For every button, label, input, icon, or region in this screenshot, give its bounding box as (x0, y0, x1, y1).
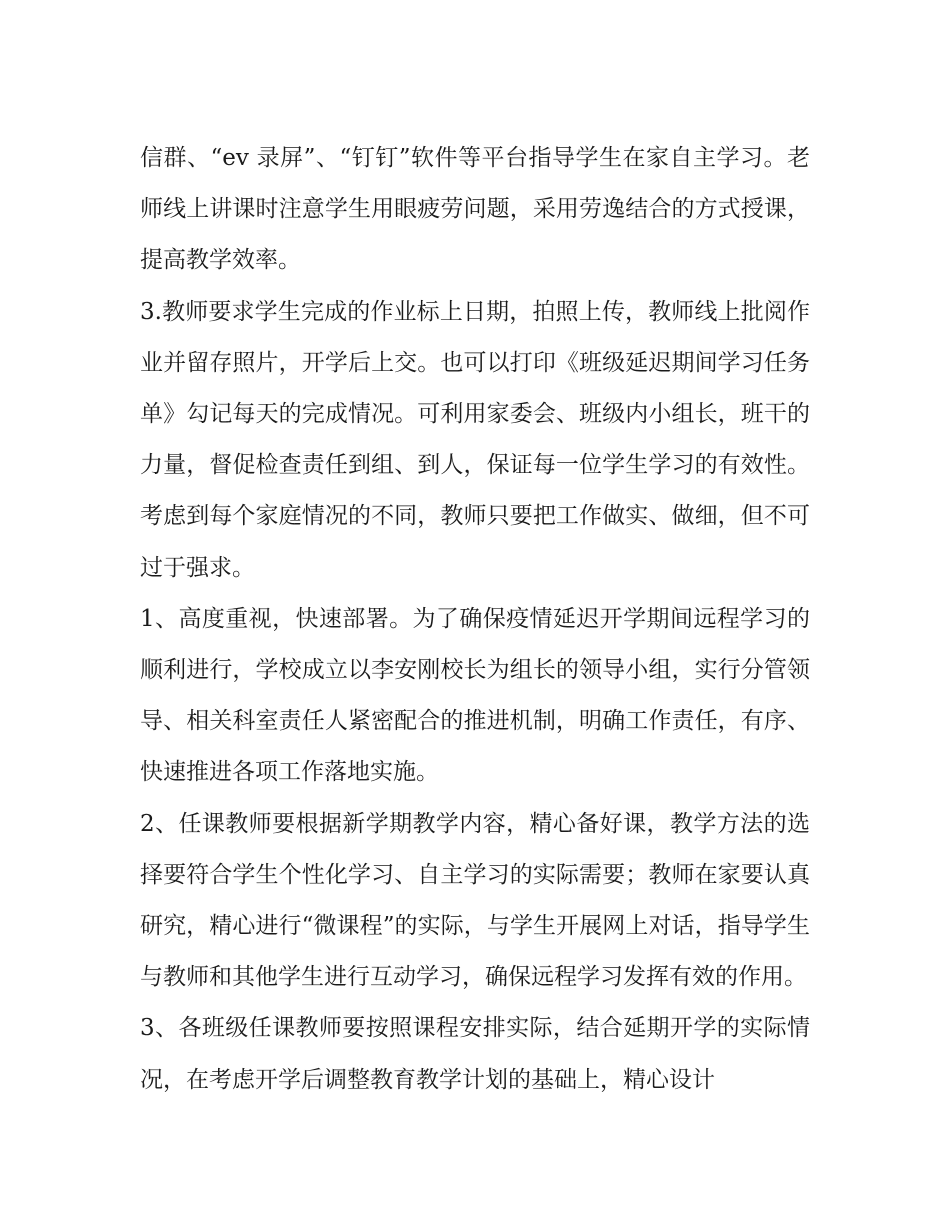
document-body (140, 133, 810, 1106)
paragraph-item-2-lesson-prep: 2、任课教师要根据新学期教学内容，精心备好课，教学方法的选择要符合学生个性化学习、自主学习的实际需要；教师在家要认真研究，精心进行“微课程”的实际，与学生开展网上对话，指导学生与教师和其他学生进行互动学习，确保远程学习发挥有效的作用。 (140, 810, 810, 991)
paragraph-continued-platforms: 信群、“ev 录屏”、“钉钉”软件等平台指导学生在家自主学习。老师线上讲课时注意学生用眼疲劳问题，采用劳逸结合的方式授课，提高教学效率。 (140, 145, 810, 274)
paragraph-item-3-course-plan: 3、各班级任课教师要按照课程安排实际，结合延期开学的实际情况，在考虑开学后调整教育教学计划的基础上，精心设计 (140, 1015, 810, 1093)
paragraph-homework-upload: 3.教师要求学生完成的作业标上日期，拍照上传，教师线上批阅作业并留存照片，开学后上交。也可以打印《班级延迟期间学习任务单》勾记每天的完成情况。可利用家委会、班级内小组长，班干的力量，督促检查责任到组、到人，保证每一位学生学习的有效性。考虑到每个家庭情况的不同，教师只要把工作做实、做细，但不可过于强求。 (140, 298, 810, 581)
paragraph-item-1-deployment: 1、高度重视，快速部署。为了确保疫情延迟开学期间远程学习的顺利进行，学校成立以李安刚校长为组长的领导小组，实行分管领导、相关科室责任人紧密配合的推进机制，明确工作责任，有序、快速推进各项工作落地实施。 (140, 605, 810, 786)
